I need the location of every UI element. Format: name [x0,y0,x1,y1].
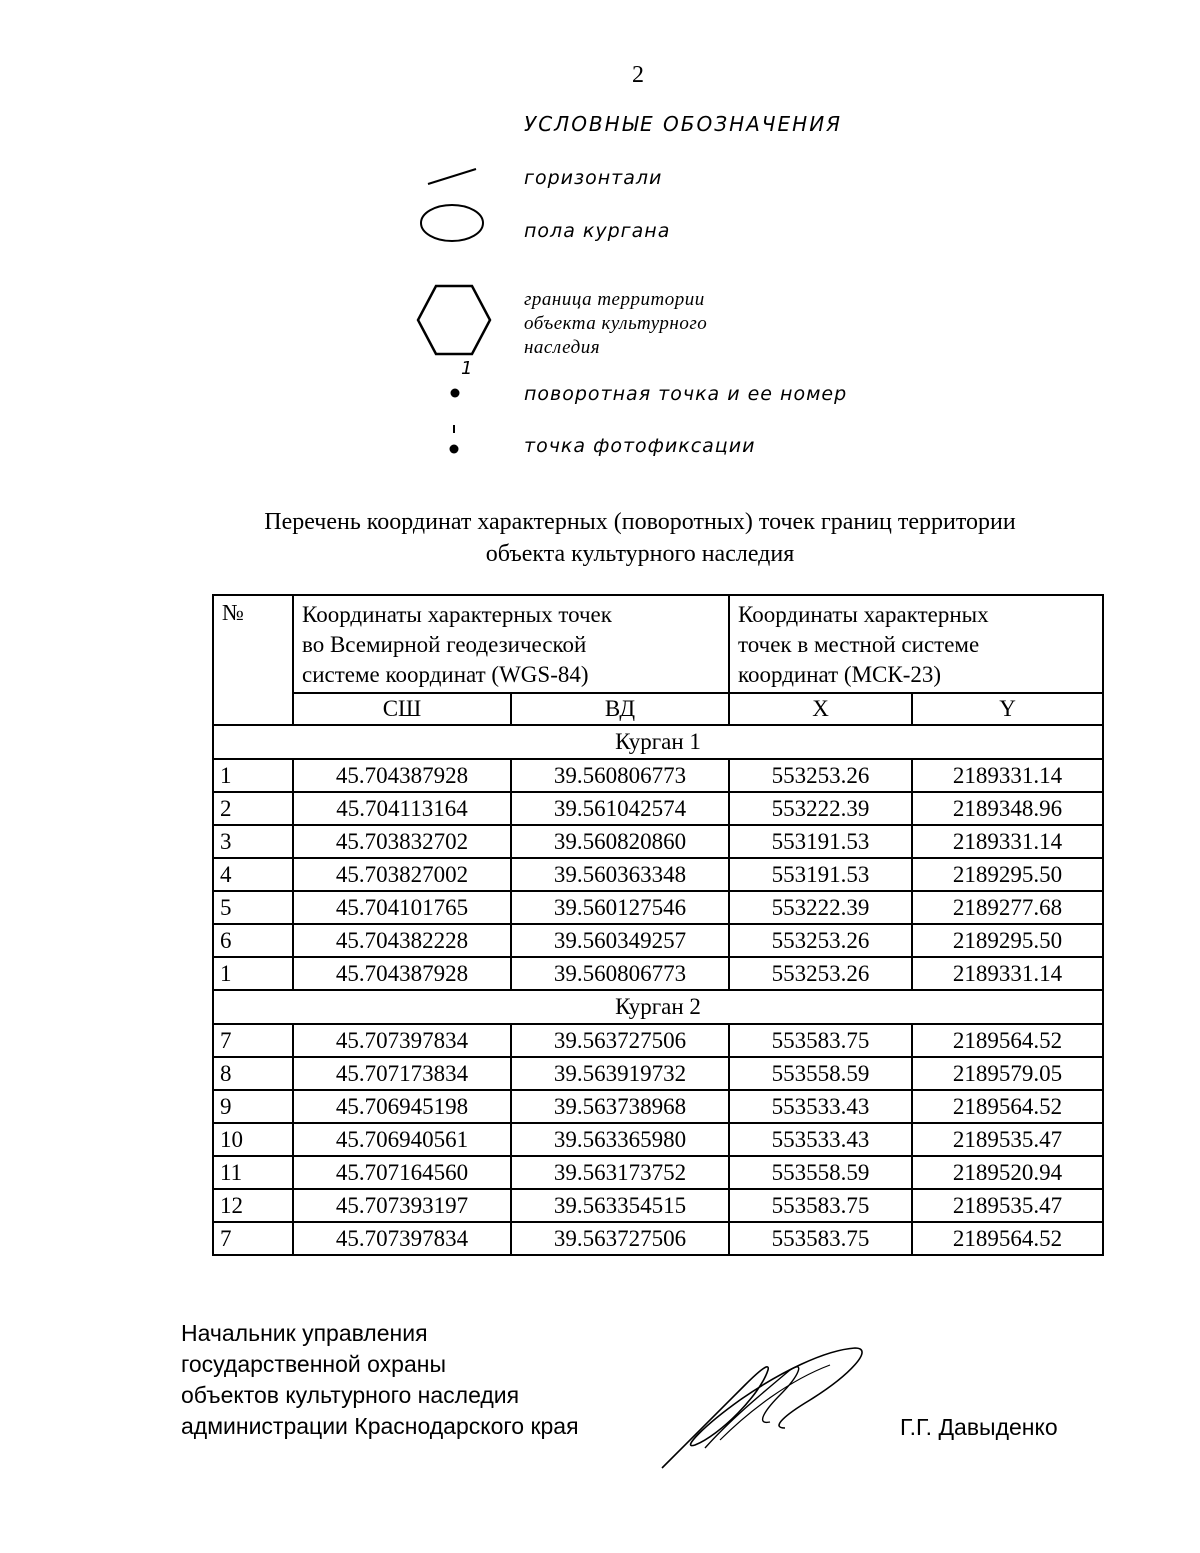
cell-longitude: 39.560820860 [511,825,729,858]
cell-point-number: 3 [213,825,293,858]
section-row [213,725,1103,759]
cell-longitude: 39.560806773 [511,957,729,990]
cell-y: 2189331.14 [912,825,1103,858]
ellipse-icon [417,202,487,244]
cell-longitude: 39.560806773 [511,759,729,792]
dot-icon [448,386,462,400]
cell-latitude: 45.703827002 [293,858,511,891]
cell-x: 553558.59 [729,1057,912,1090]
header-wgs84-line-2: во Всемирной геодезической [302,632,587,657]
cell-latitude: 45.707393197 [293,1189,511,1222]
table-row [213,858,1103,891]
cell-x: 553583.75 [729,1024,912,1057]
table-row [213,924,1103,957]
cell-longitude: 39.560127546 [511,891,729,924]
signatory-position-line-3: объектов культурного наследия [181,1382,520,1408]
cell-longitude: 39.563727506 [511,1024,729,1057]
cell-point-number: 12 [213,1189,293,1222]
table-row [213,792,1103,825]
cell-y: 2189564.52 [912,1024,1103,1057]
signatory-position [181,1318,579,1442]
cell-longitude: 39.563365980 [511,1123,729,1156]
cell-point-number: 8 [213,1057,293,1090]
signatory-position-line-4: администрации Краснодарского края [181,1413,579,1439]
table-row [213,1090,1103,1123]
signatory-position-line-1: Начальник управления [181,1320,428,1346]
cell-point-number: 7 [213,1024,293,1057]
cell-x: 553533.43 [729,1090,912,1123]
legend-label-turning-point: поворотная точка и ее номер [524,383,848,405]
table-caption-line-1: Перечень координат характерных (поворотных) точек границ территории [264,509,1016,535]
cell-y: 2189535.47 [912,1189,1103,1222]
cell-y: 2189520.94 [912,1156,1103,1189]
cell-x: 553222.39 [729,891,912,924]
table-row [213,1057,1103,1090]
header-wgs84-line-1: Координаты характерных точек [302,602,612,627]
legend-label-contours: горизонтали [524,167,663,189]
header-y: Y [912,693,1103,725]
cell-x: 553253.26 [729,957,912,990]
cell-latitude: 45.704101765 [293,891,511,924]
cell-longitude: 39.561042574 [511,792,729,825]
cell-x: 553583.75 [729,1222,912,1255]
legend-label-boundary-line-2: объекта культурного [524,313,708,334]
legend-title: УСЛОВНЫЕ ОБОЗНАЧЕНИЯ [524,112,843,136]
section-title: Курган 2 [213,990,1103,1024]
cell-y: 2189277.68 [912,891,1103,924]
cell-x: 553253.26 [729,759,912,792]
cell-y: 2189535.47 [912,1123,1103,1156]
handwritten-signature [650,1340,880,1475]
legend-label-boundary-line-3: наследия [524,337,601,358]
legend-label-boundary [524,288,707,360]
cell-latitude: 45.704387928 [293,957,511,990]
cell-point-number: 10 [213,1123,293,1156]
cell-y: 2189331.14 [912,759,1103,792]
signatory-position-line-2: государственной охраны [181,1351,446,1377]
header-x: X [729,693,912,725]
cell-y: 2189331.14 [912,957,1103,990]
cell-longitude: 39.560349257 [511,924,729,957]
cell-latitude: 45.704113164 [293,792,511,825]
section-title: Курган 1 [213,725,1103,759]
legend-label-photo-point: точка фотофиксации [524,435,756,457]
cell-longitude: 39.563173752 [511,1156,729,1189]
header-msk23-line-2: точек в местной системе [738,632,980,657]
cell-longitude: 39.563354515 [511,1189,729,1222]
photo-point-icon [446,422,462,456]
cell-point-number: 5 [213,891,293,924]
cell-y: 2189564.52 [912,1090,1103,1123]
cell-y: 2189295.50 [912,858,1103,891]
cell-latitude: 45.703832702 [293,825,511,858]
contour-line-icon [424,164,480,188]
cell-latitude: 45.707173834 [293,1057,511,1090]
cell-latitude: 45.706940561 [293,1123,511,1156]
cell-x: 553191.53 [729,858,912,891]
turning-point-number: 1 [461,358,473,379]
cell-y: 2189295.50 [912,924,1103,957]
cell-longitude: 39.563919732 [511,1057,729,1090]
cell-latitude: 45.704387928 [293,759,511,792]
header-number: № [213,595,293,725]
coordinates-table [212,594,1104,1256]
cell-point-number: 1 [213,759,293,792]
cell-y: 2189348.96 [912,792,1103,825]
header-msk23-line-3: координат (МСК-23) [738,662,942,687]
legend-label-mound-floor: пола кургана [524,220,671,242]
header-wgs84-line-3: системе координат (WGS-84) [302,662,589,687]
table-caption [180,506,1100,570]
signatory-name: Г.Г. Давыденко [900,1414,1058,1440]
cell-x: 553583.75 [729,1189,912,1222]
cell-y: 2189579.05 [912,1057,1103,1090]
table-row [213,825,1103,858]
table-row [213,891,1103,924]
cell-longitude: 39.563727506 [511,1222,729,1255]
cell-latitude: 45.706945198 [293,1090,511,1123]
cell-longitude: 39.563738968 [511,1090,729,1123]
page-number: 2 [632,62,644,88]
cell-point-number: 4 [213,858,293,891]
hexagon-icon [414,282,494,358]
cell-latitude: 45.707164560 [293,1156,511,1189]
cell-point-number: 2 [213,792,293,825]
header-latitude: СШ [293,693,511,725]
cell-point-number: 6 [213,924,293,957]
cell-latitude: 45.707397834 [293,1024,511,1057]
cell-x: 553222.39 [729,792,912,825]
legend-label-boundary-line-1: граница территории [524,289,705,310]
table-row [213,1123,1103,1156]
cell-point-number: 7 [213,1222,293,1255]
table-row [213,957,1103,990]
cell-x: 553253.26 [729,924,912,957]
cell-y: 2189564.52 [912,1222,1103,1255]
table-row [213,1156,1103,1189]
table-row [213,1189,1103,1222]
header-msk23 [729,595,1103,693]
table-row [213,759,1103,792]
section-row [213,990,1103,1024]
cell-x: 553533.43 [729,1123,912,1156]
header-wgs84 [293,595,729,693]
header-msk23-line-1: Координаты характерных [738,602,989,627]
header-longitude: ВД [511,693,729,725]
cell-latitude: 45.704382228 [293,924,511,957]
table-row [213,1222,1103,1255]
cell-x: 553558.59 [729,1156,912,1189]
cell-point-number: 1 [213,957,293,990]
cell-x: 553191.53 [729,825,912,858]
cell-point-number: 11 [213,1156,293,1189]
cell-longitude: 39.560363348 [511,858,729,891]
coordinates-table-body [213,725,1103,1255]
table-row [213,1024,1103,1057]
table-caption-line-2: объекта культурного наследия [485,541,795,567]
cell-latitude: 45.707397834 [293,1222,511,1255]
cell-point-number: 9 [213,1090,293,1123]
